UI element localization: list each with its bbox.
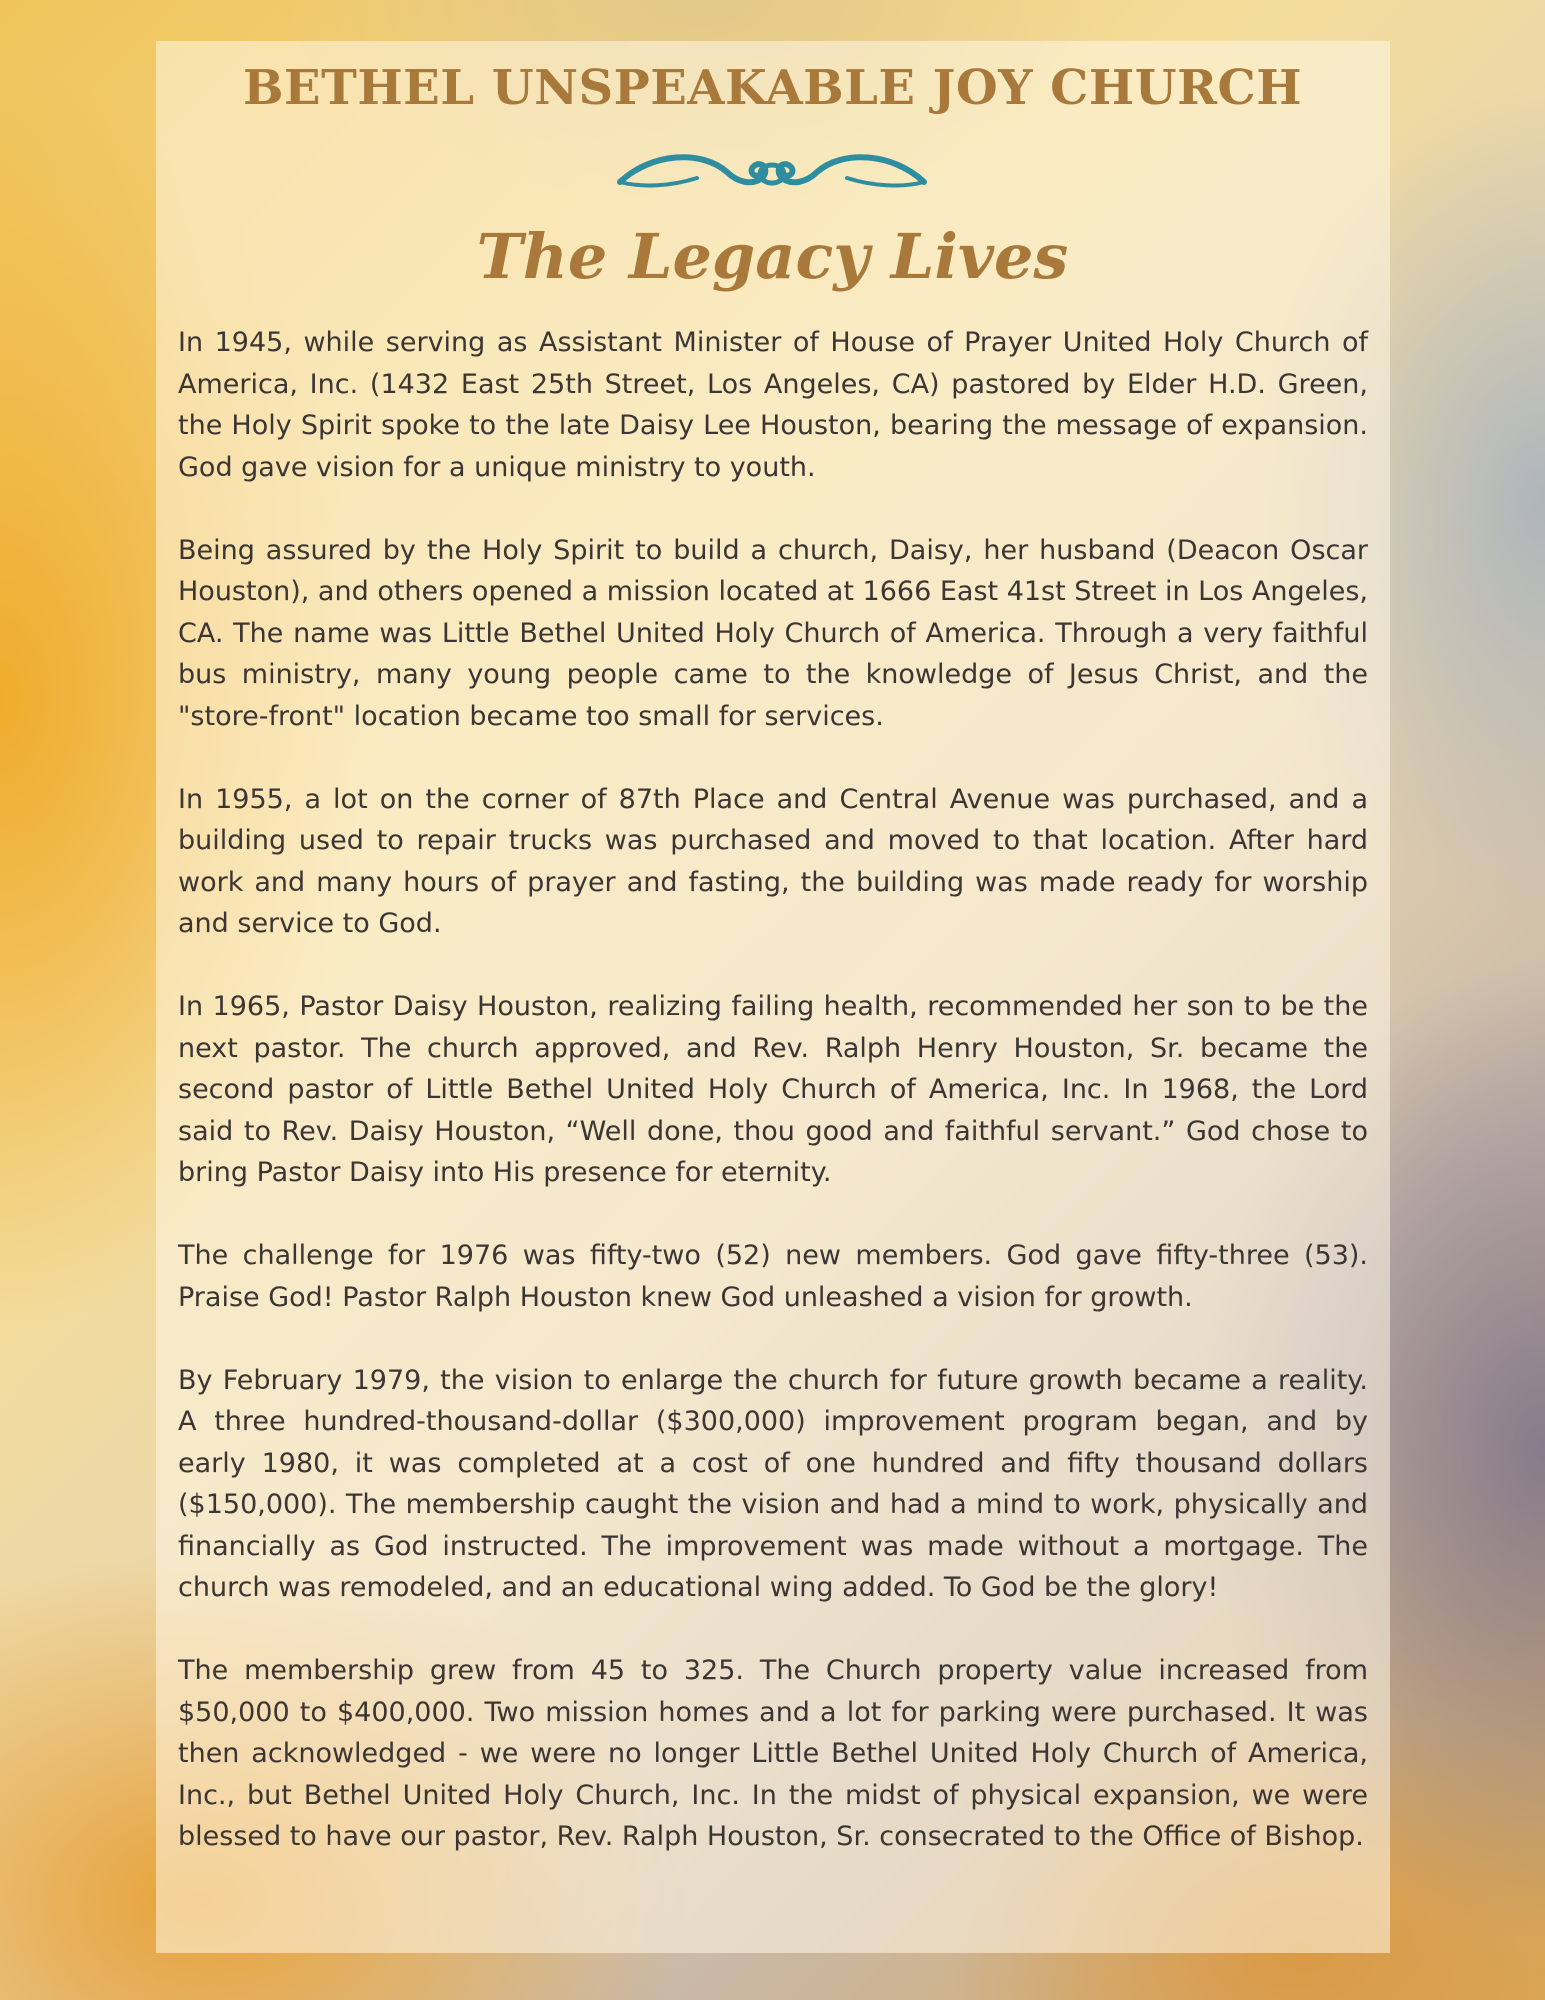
church-name: BETHEL UNSPEAKABLE JOY CHURCH [242, 60, 1303, 116]
paragraph-growth: The membership grew from 45 to 325. The Church property value increased from $50,000 to $400,000. Two mission homes and a lot for parking were purchased. It was then acknowledged - we were no longer Little Bethel United Holy Church of America, Inc., but Bethel United Holy Church, Inc. In the midst of physical expansion, we were blessed to have our pastor, Rev. Ralph Houston, Sr. consecrated to the Office of Bishop. [178, 1655, 1368, 1852]
paragraph-1965: In 1965, Pastor Daisy Houston, realizing failing health, recommended her son to be the next pastor. The church approved, and Rev. Ralph Henry Houston, Sr. became the second pastor of Little Bethel United Holy Church of America, Inc. In 1968, the Lord said to Rev. Daisy Houston, “Well done, thou good and faithful servant.” God chose to bring Pastor Daisy into His presence for eternity. [178, 991, 1368, 1188]
page-subtitle: The Legacy Lives [476, 220, 1069, 293]
paragraph-mission: Being assured by the Holy Spirit to build a church, Daisy, her husband (Deacon Oscar Houston), and others opened a mission located at 1666 East 41st Street in Los Angeles, CA. The name was Little Bethel United Holy Church of America. Through a very faithful bus ministry, many young people came to the knowledge of Jesus Christ, and the "store-front" location became too small for services. [178, 534, 1368, 732]
paragraph-1979: By February 1979, the vision to enlarge the church for future growth became a reality. A three hundred-thousand-dollar ($300,000) improvement program began, and by early 1980, it was completed at a cost of one hundred and fifty thousand dollars ($150,000). The membership caught the vision and had a mind to work, physically and financially as God instructed. The improvement was made without a mortgage. The church was remodeled, and an educational wing added. To God be the glory! [178, 1364, 1368, 1603]
scroll-flourish-icon [612, 142, 932, 202]
paragraph-1945: In 1945, while serving as Assistant Minister of House of Prayer United Holy Church of America, Inc. (1432 East 25th Street, Los Angeles, CA) pastored by Elder H.D. Green, the Holy Spirit spoke to the late Daisy Lee Houston, bearing the message of expansion. God gave vision for a unique ministry to youth. [178, 327, 1368, 483]
paragraph-1976: The challenge for 1976 was fifty-two (52) new members. God gave fifty-three (53). Praise God! Pastor Ralph Houston knew God unleashed a vision for growth. [178, 1240, 1368, 1313]
paragraph-1955: In 1955, a lot on the corner of 87th Place and Central Avenue was purchased, and a building used to repair trucks was purchased and moved to that location. After hard work and many hours of prayer and fasting, the building was made ready for worship and service to God. [178, 783, 1368, 939]
history-text [178, 322, 1368, 1899]
